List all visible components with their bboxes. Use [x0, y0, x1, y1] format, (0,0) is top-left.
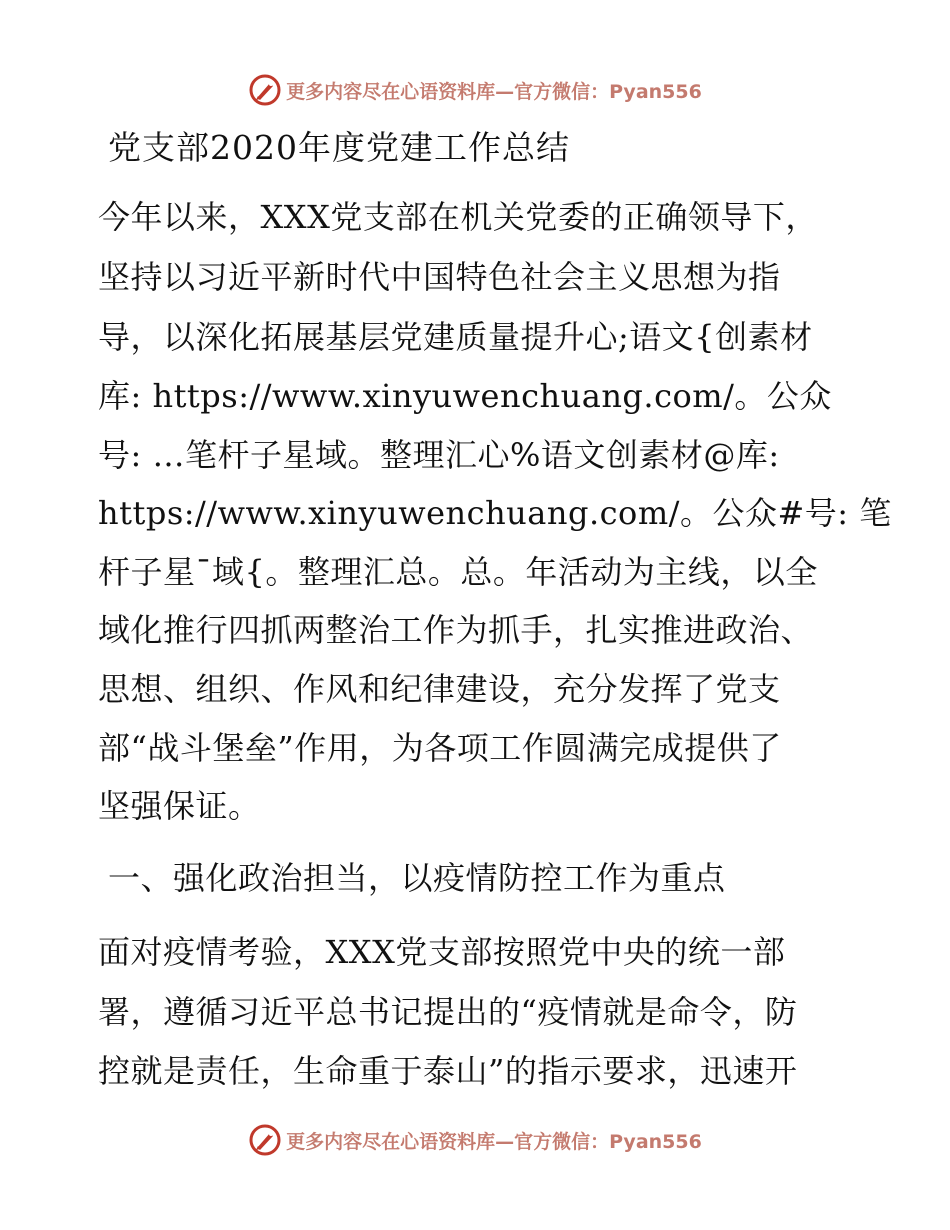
text-line: 署，遵循习近平总书记提出的“疫情就是命令，防 — [98, 993, 798, 1031]
fountain-pen-logo-icon — [248, 73, 282, 107]
text-line: 库: https://www.xinyuwenchuang.com/。公众 — [98, 377, 832, 415]
text-line: 面对疫情考验，XXX党支部按照党中央的统一部 — [98, 933, 786, 971]
fountain-pen-logo-icon — [248, 1123, 282, 1157]
text-line: 杆子星¯域{。整理汇总。总。年活动为主线，以全 — [98, 553, 818, 591]
text-line: 导，以深化拓展基层党建质量提升心;语文{创素材 — [98, 318, 813, 356]
text-line: 域化推行四抓两整治工作为抓手，扎实推进政治、 — [98, 611, 814, 649]
section-heading: 一、强化政治担当，以疫情防控工作为重点 — [108, 859, 726, 897]
watermark-text: 更多内容尽在心语资料库—官方微信：Pyan556 — [286, 1130, 702, 1153]
text-line: 控就是责任，生命重于泰山”的指示要求，迅速开 — [98, 1052, 798, 1090]
text-line: 坚强保证。 — [98, 787, 261, 825]
header-watermark — [0, 70, 950, 110]
text-line: 思想、组织、作风和纪律建设，充分发挥了党支 — [98, 670, 781, 708]
text-line: 今年以来，XXX党支部在机关党委的正确领导下， — [98, 198, 818, 236]
text-line: 号: …笔杆子星域。整理汇心%语文创素材@库: — [98, 436, 780, 474]
document-title: 党支部2020年度党建工作总结 — [108, 128, 570, 167]
text-line: 坚持以习近平新时代中国特色社会主义思想为指 — [98, 258, 781, 296]
watermark-text: 更多内容尽在心语资料库—官方微信：Pyan556 — [286, 80, 702, 103]
footer-watermark — [0, 1120, 950, 1160]
text-line: 部“战斗堡垒”作用，为各项工作圆满完成提供了 — [98, 729, 782, 767]
text-line: https://www.xinyuwenchuang.com/。公众#号: 笔 — [98, 494, 892, 532]
